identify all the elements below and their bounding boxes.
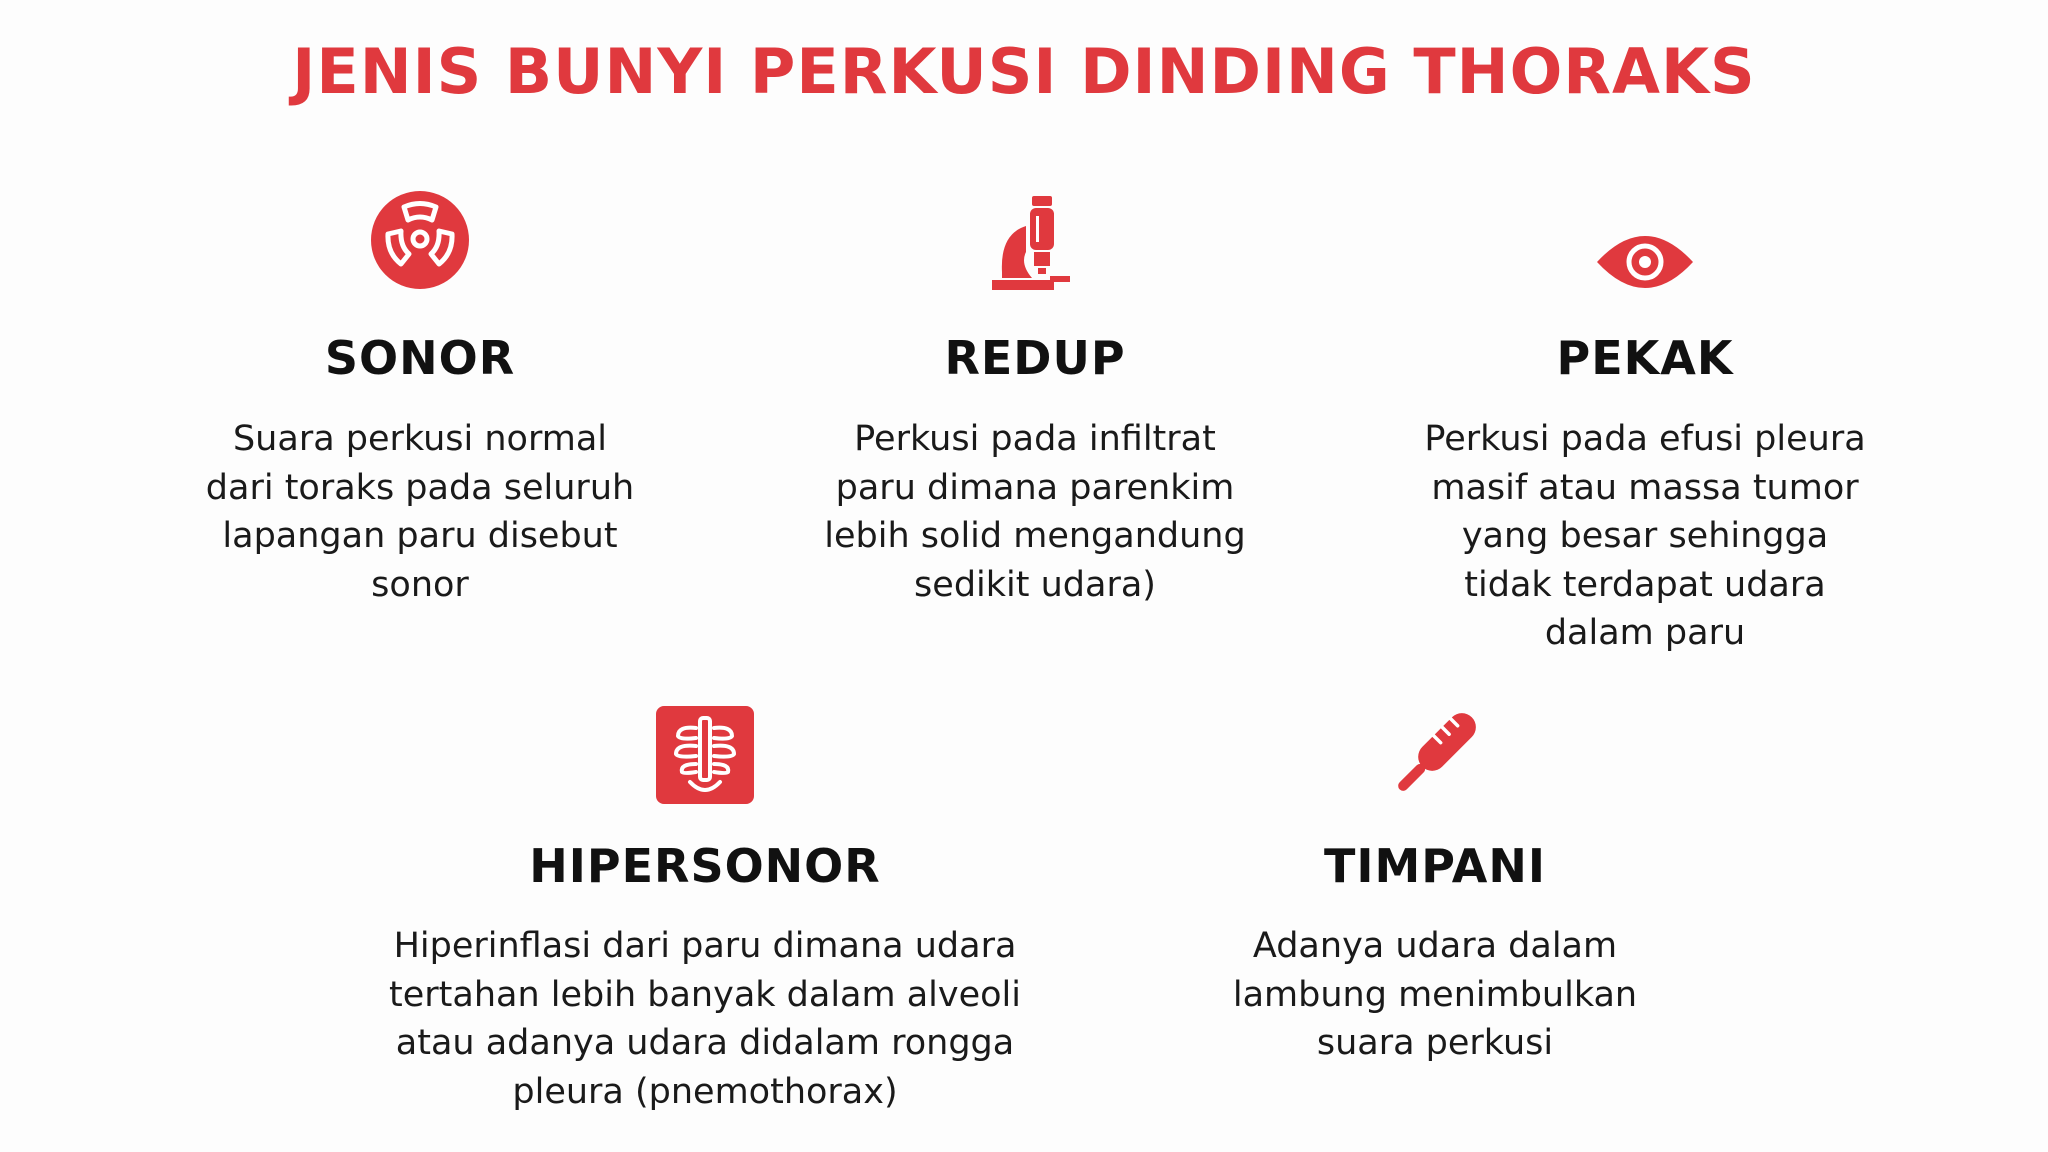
- card-heading: SONOR: [324, 331, 516, 385]
- radiation-icon: [370, 190, 470, 290]
- card-heading: HIPERSONOR: [529, 839, 881, 893]
- page-title: JENIS BUNYI PERKUSI DINDING THORAKS: [292, 35, 1756, 108]
- card-sonor: [170, 190, 670, 630]
- microscope-icon: [990, 194, 1080, 292]
- card-heading: TIMPANI: [1324, 839, 1546, 893]
- card-description: Hiperinflasi dari paru dimana udara tertahan lebih banyak dalam alveoli atau adanya udara didalam rongga pleura (pnemothorax): [389, 926, 1021, 1112]
- card-pekak: [1395, 190, 1895, 670]
- card-hipersonor: [385, 700, 1025, 1120]
- thermometer-icon: [1385, 704, 1485, 804]
- card-heading: PEKAK: [1556, 331, 1734, 385]
- card-description: Perkusi pada infiltrat paru dimana parenkim lebih solid mengandung sedikit udara): [824, 419, 1246, 605]
- eye-icon: [1595, 230, 1695, 294]
- card-description: Suara perkusi normal dari toraks pada seluruh lapangan paru disebut sonor: [205, 419, 635, 605]
- card-heading: REDUP: [944, 331, 1126, 385]
- card-description: Adanya udara dalam lambung menimbulkan suara perkusi: [1232, 926, 1638, 1063]
- card-description: Perkusi pada efusi pleura masif atau massa tumor yang besar sehingga tidak terdapat udara dalam paru: [1424, 419, 1866, 653]
- xray-ribcage-icon: [656, 706, 754, 804]
- card-redup: [785, 190, 1285, 630]
- card-timpani: [1175, 700, 1695, 1080]
